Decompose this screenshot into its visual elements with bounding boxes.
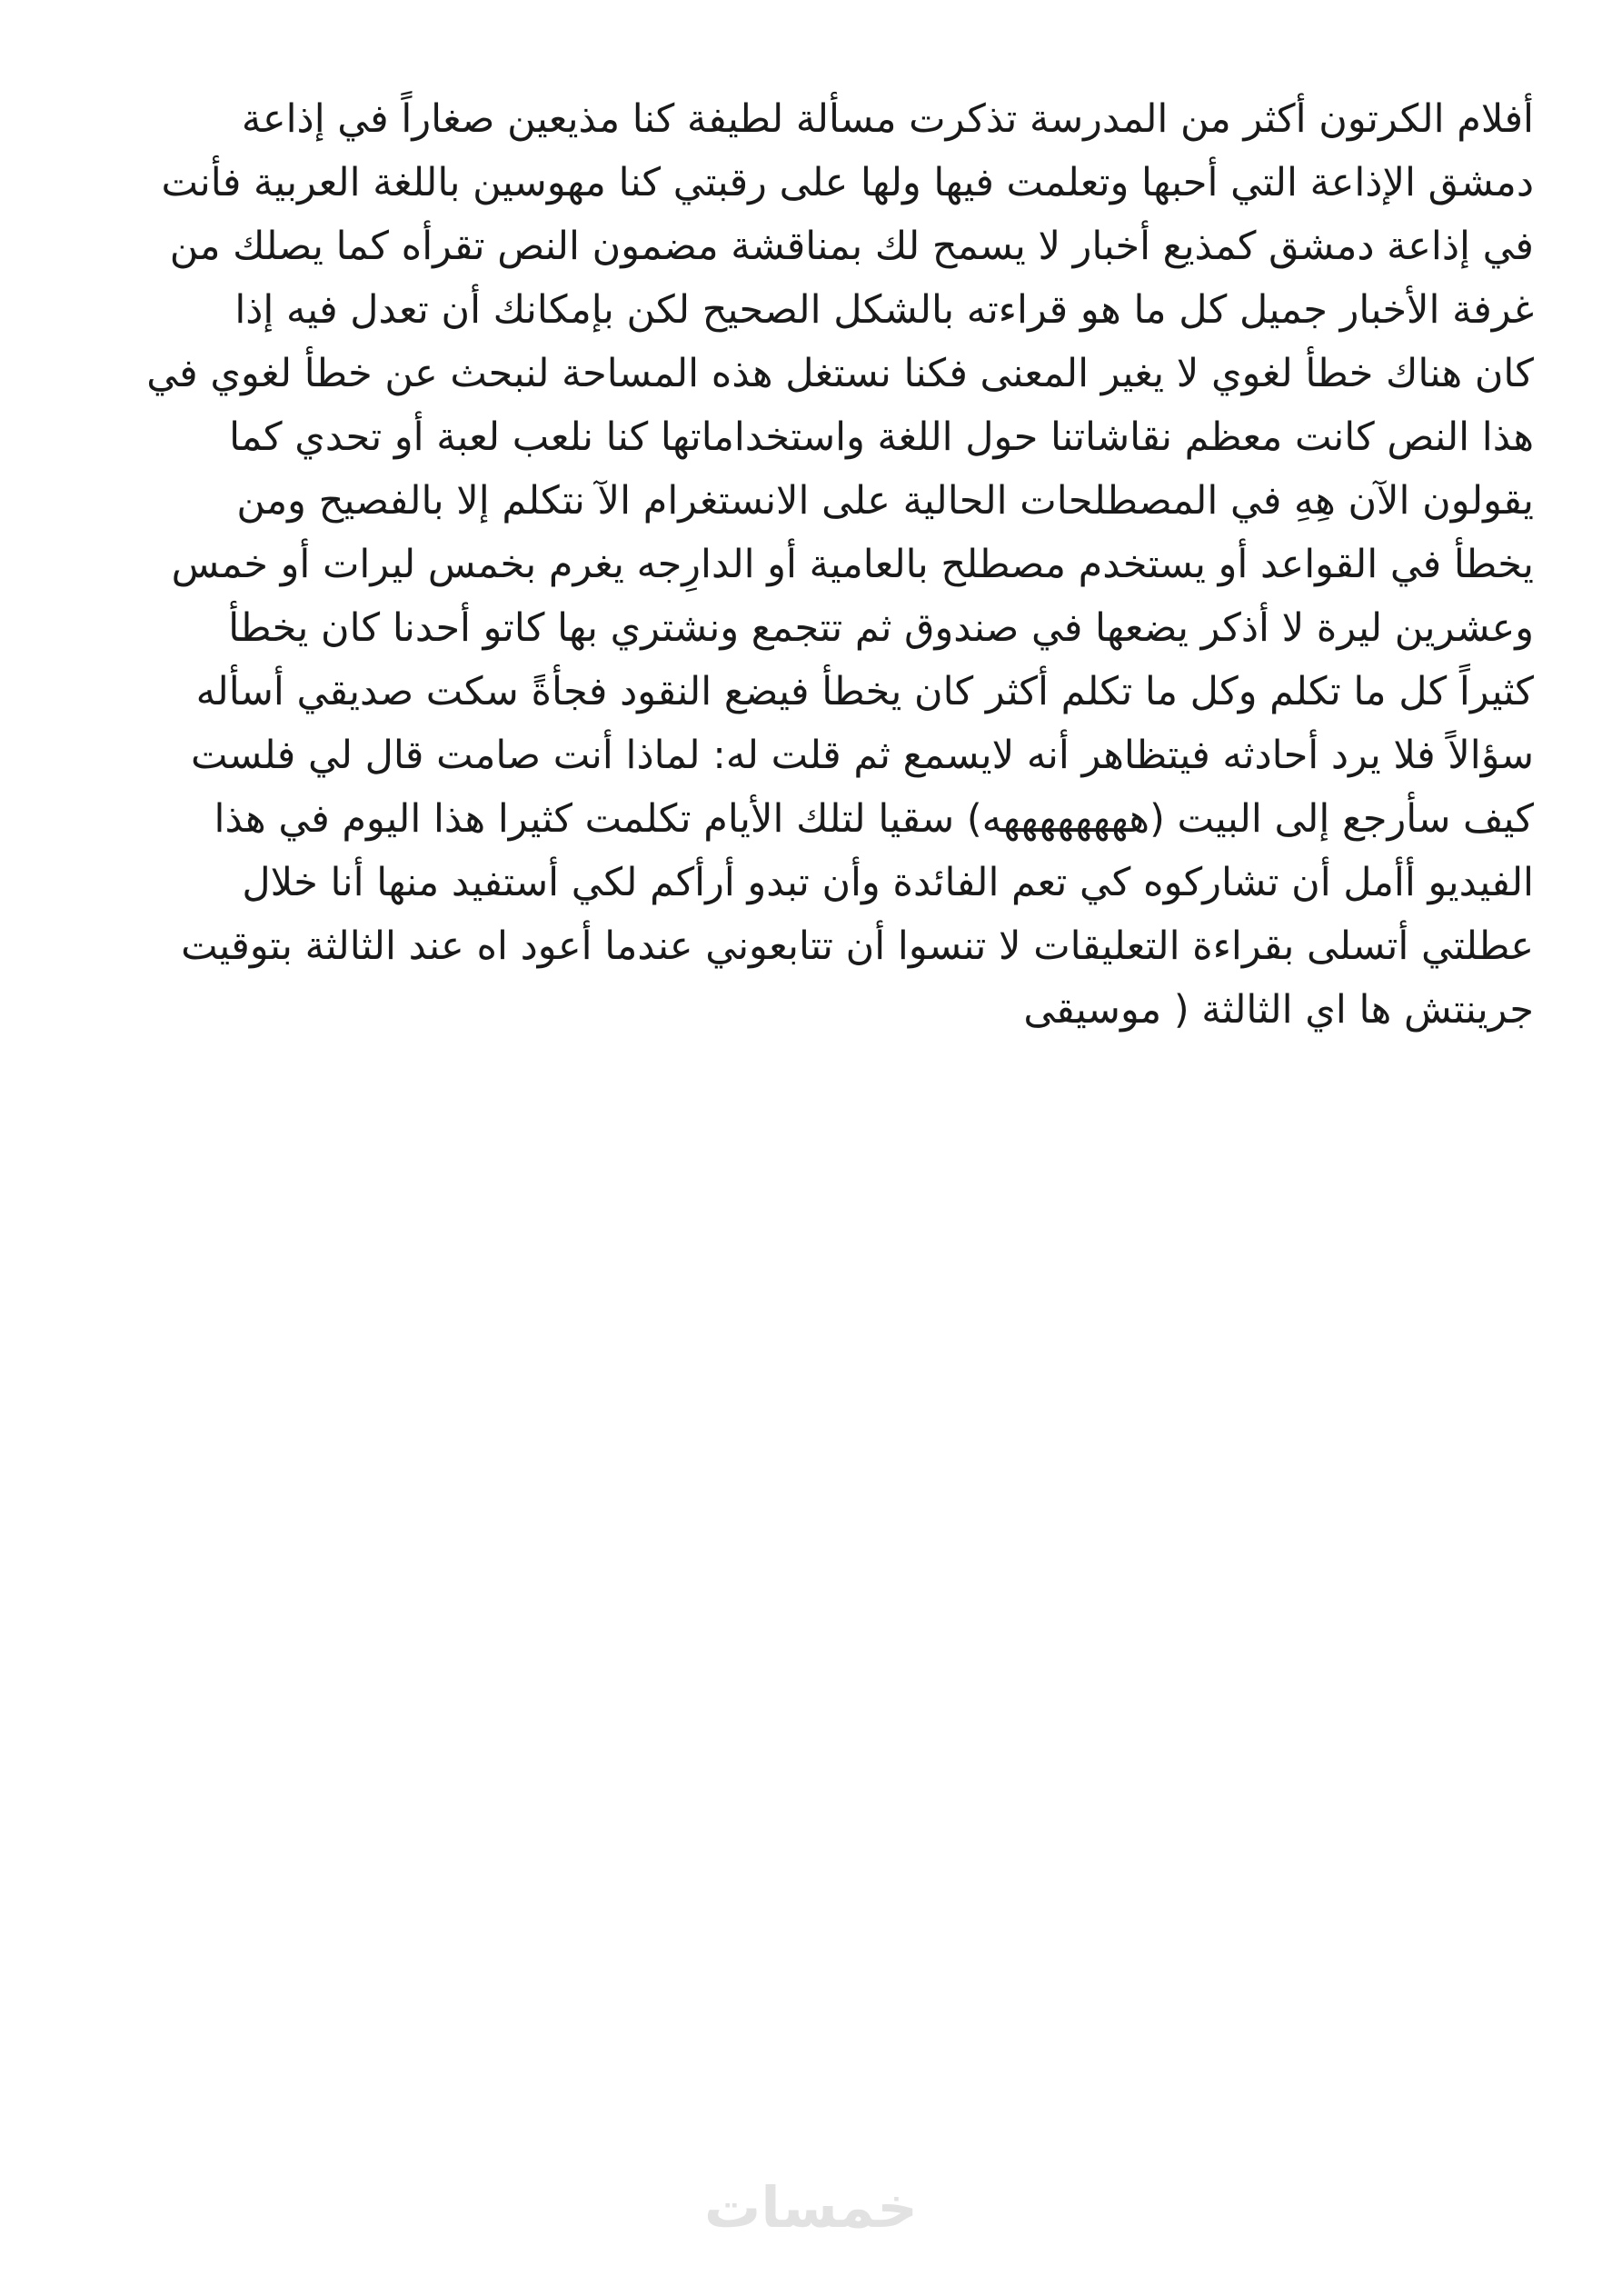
text-line: سؤالاً فلا يرد أحادثه فيتظاهر أنه لايسمع ثم قلت له: لماذا أنت صامت قال لي فلست <box>190 733 1534 778</box>
text-line: دمشق الإذاعة التي أحبها وتعلمت فيها ولها على رقبتي كنا مهوسين باللغة العربية فأنت <box>161 160 1534 205</box>
text-line: جرينتش ها اي الثالثة ( موسيقى <box>1023 987 1534 1033</box>
text-line: كثيراً كل ما تكلم وكل ما تكلم أكثر كان يخطأ فيضع النقود فجأةً سكت صديقي أسأله <box>195 669 1534 714</box>
text-line: يخطأ في القواعد أو يستخدم مصطلح بالعامية أو الدارِجه يغرم بخمس ليرات أو خمس <box>171 542 1534 587</box>
watermark-logo: خمسات <box>704 2174 918 2241</box>
text-line: غرفة الأخبار جميل كل ما هو قراءته بالشكل الصحيح لكن بإمكانك أن تعدل فيه إذا <box>234 287 1534 333</box>
text-line: الفيديو أأمل أن تشاركوه كي تعم الفائدة وأن تبدو أرأكم لكي أستفيد منها أنا خلال <box>242 860 1534 905</box>
text-line: كان هناك خطأ لغوي لا يغير المعنى فكنا نستغل هذه المساحة لنبحث عن خطأ لغوي في <box>146 351 1534 396</box>
text-line: في إذاعة دمشق كمذيع أخبار لا يسمح لك بمناقشة مضمون النص تقرأه كما يصلك من <box>169 224 1534 269</box>
text-line: كيف سأرجع إلى البيت (ههههههههه) سقيا لتلك الأيام تكلمت كثيرا هذا اليوم في هذا <box>214 796 1534 842</box>
text-line: أفلام الكرتون أكثر من المدرسة تذكرت مسألة لطيفة كنا مذيعين صغاراً في إذاعة <box>241 96 1534 142</box>
text-line: هذا النص كانت معظم نقاشاتنا حول اللغة واستخداماتها كنا نلعب لعبة أو تحدي كما <box>229 414 1534 460</box>
text-line: عطلتي أتسلى بقراءة التعليقات لا تنسوا أن تتابعوني عندما أعود اه عند الثالثة بتوقيت <box>181 923 1534 969</box>
text-line: وعشرين ليرة لا أذكر يضعها في صندوق ثم تتجمع ونشتري بها كاتو أحدنا كان يخطأ <box>228 605 1534 651</box>
text-line: يقولون الآن هِهِ في المصطلحات الحالية على الانستغرام الآ نتكلم إلا بالفصيح ومن <box>236 478 1534 524</box>
body-text <box>80 87 1534 1042</box>
